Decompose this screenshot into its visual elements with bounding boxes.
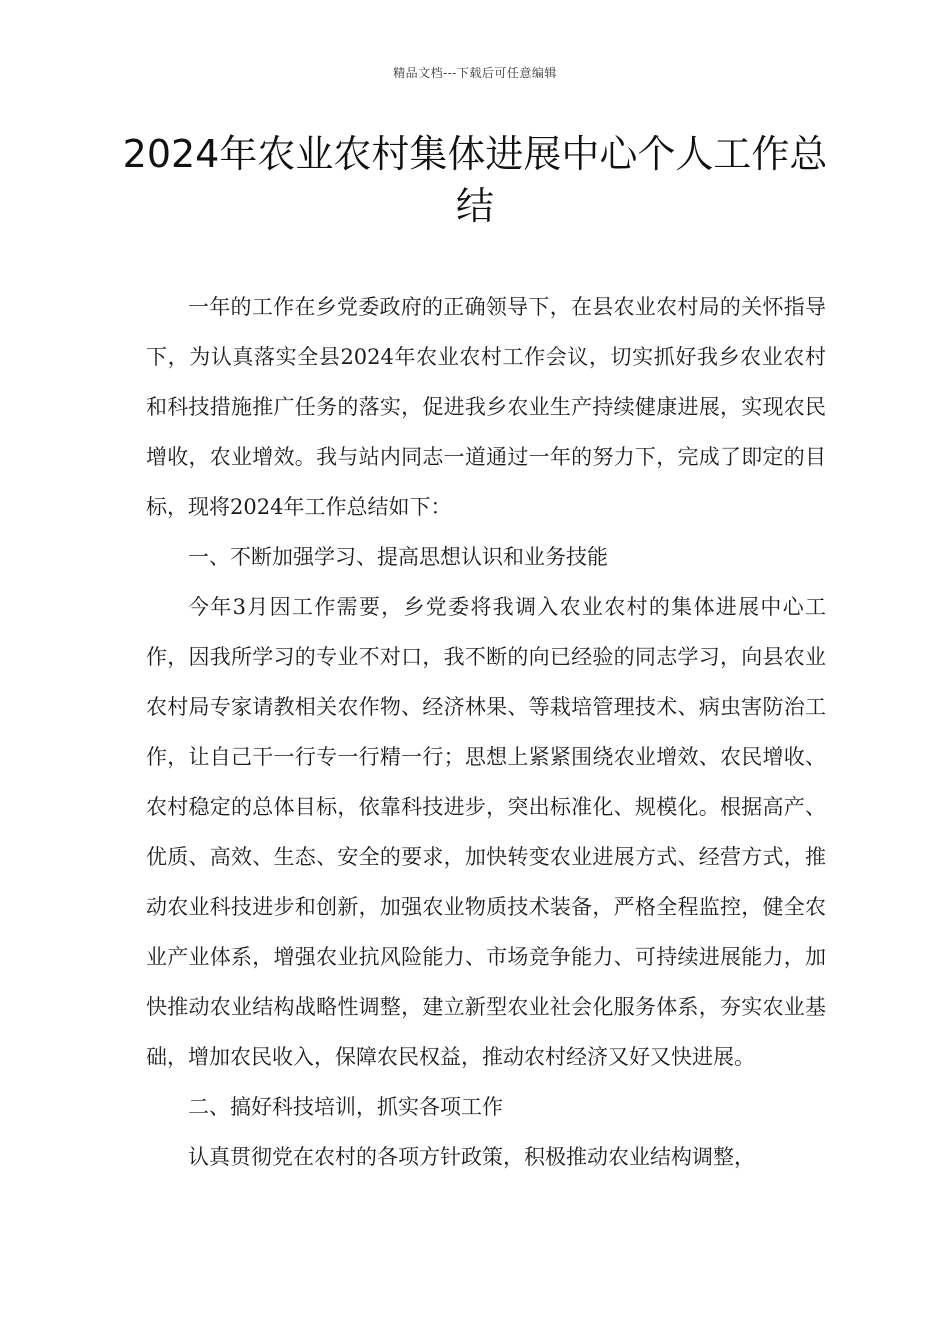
section-heading-1: 一、不断加强学习、提高思想认识和业务技能 [188,545,608,569]
document-title: 2024年农业农村集体进展中心个人工作总结 [122,132,828,228]
section-1-paragraph: 今年3月因工作需要，乡党委将我调入农业农村的集体进展中心工作，因我所学习的专业不对口，我不断的向已经验的同志学习，向县农业农村局专家请教相关农作物、经济林果、等栽培管理技术、病虫害防治工作，让自己干一行专一行精一行；思想上紧紧围绕农业增效、农民增收、农村稳定的总体目标，依靠科技进步，突出标准化、规模化。根据高产、优质、高效、生态、安全的要求，加快转变农业进展方式、经营方式，推动农业科技进步和创新，加强农业物质技术装备，严格全程监控，健全农业产业体系，增强农业抗风险能力、市场竞争能力、可持续进展能力，加快推动农业结构战略性调整，建立新型农业社会化服务体系，夯实农业基础，增加农民收入，保障农民权益，推动农村经济又好又快进展。 [146,595,826,1069]
header-note: 精品文档---下载后可任意编辑 [393,66,557,80]
section-2-paragraph: 认真贯彻党在农村的各项方针政策，积极推动农业结构调整， [188,1145,755,1169]
intro-paragraph: 一年的工作在乡党委政府的正确领导下，在县农业农村局的关怀指导下，为认真落实全县2024年农业农村工作会议，切实抓好我乡农业农村和科技措施推广任务的落实，促进我乡农业生产持续健康进展，实现农民增收，农业增效。我与站内同志一道通过一年的努力下，完成了即定的目标，现将2024年工作总结如下： [146,295,826,519]
section-heading-2: 二、搞好科技培训，抓实各项工作 [188,1095,503,1119]
document-body [146,282,826,1182]
